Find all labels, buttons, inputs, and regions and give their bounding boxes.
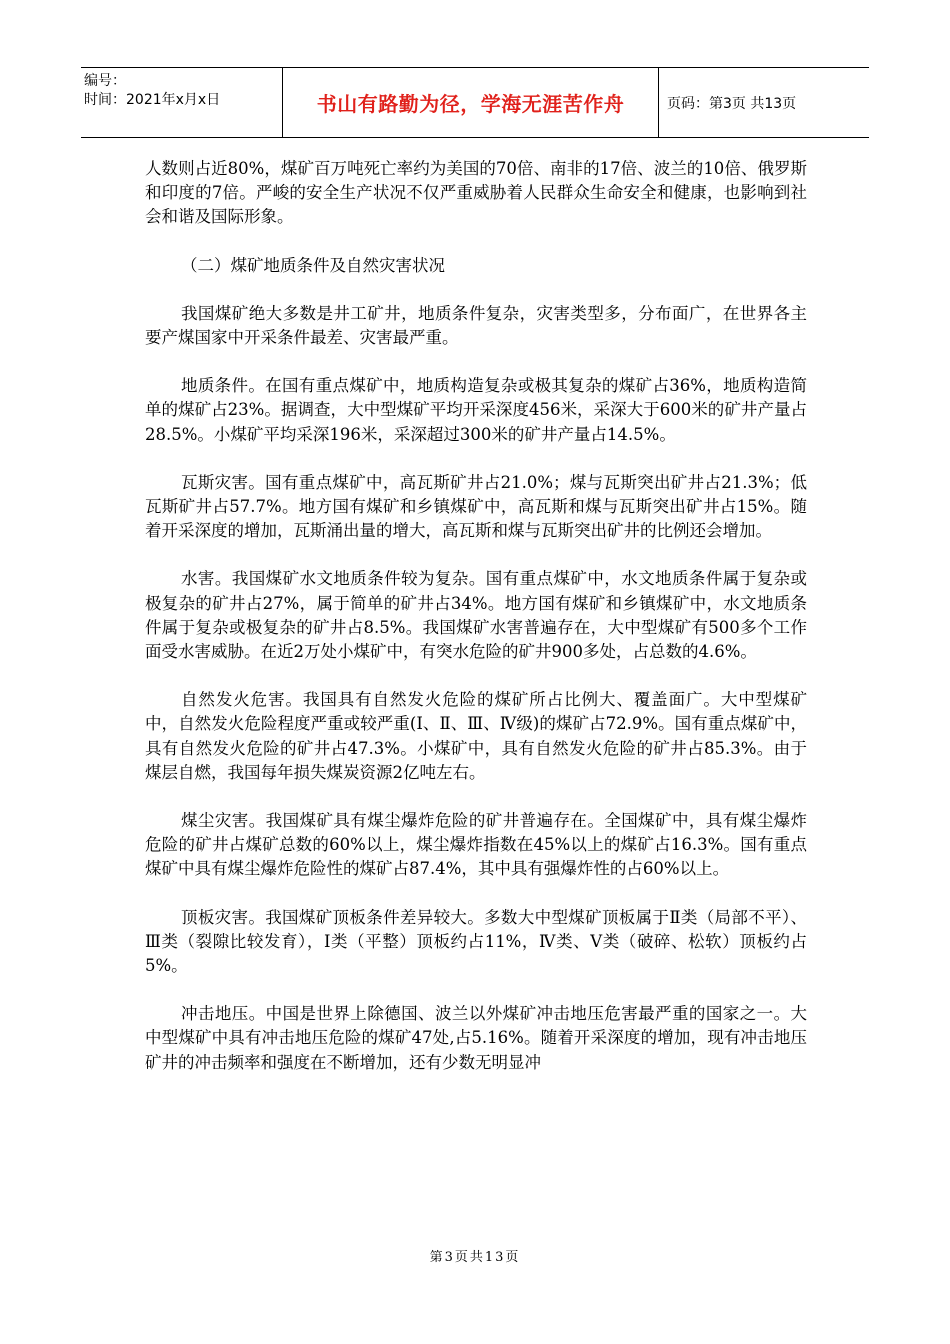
header-motto-cell xyxy=(283,68,659,137)
document-body xyxy=(145,157,807,1075)
document-number-label: 编号： xyxy=(84,73,126,89)
header-page-cell xyxy=(659,68,869,137)
paragraph-water-hazard: 水害。我国煤矿水文地质条件较为复杂。国有重点煤矿中，水文地质条件属于复杂或极复杂的矿井占27%，属于简单的矿井占34%。地方国有煤矿和乡镇煤矿中，水文地质条件属于复杂或极复杂的矿井占8.5%。我国煤矿水害普遍存在，大中型煤矿有500多个工作面受水害威胁。在近2万处小煤矿中，有突水危险的矿井900多处，占总数的4.6%。 xyxy=(145,569,807,662)
header-motto: 书山有路勤为径，学海无涯苦作舟 xyxy=(316,92,625,116)
header-page-number: 页码：第3页 共13页 xyxy=(667,95,797,112)
header-meta-cell xyxy=(81,68,283,137)
paragraph-coal-dust: 煤尘灾害。我国煤矿具有煤尘爆炸危险的矿井普遍存在。全国煤矿中，具有煤尘爆炸危险的矿井占煤矿总数的60%以上，煤尘爆炸指数在45%以上的煤矿占16.3%。国有重点煤矿中具有煤尘爆炸危险性的煤矿占87.4%，其中具有强爆炸性的占60%以上。 xyxy=(145,811,807,879)
document-date-label: 时间：2021年x月x日 xyxy=(84,92,221,108)
paragraph-gas-hazard: 瓦斯灾害。国有重点煤矿中，高瓦斯矿井占21.0%；煤与瓦斯突出矿井占21.3%；低瓦斯矿井占57.7%。地方国有煤矿和乡镇煤矿中，高瓦斯和煤与瓦斯突出矿井占15%。随着开采深度的增加，瓦斯涌出量的增大，高瓦斯和煤与瓦斯突出矿井的比例还会增加。 xyxy=(145,472,807,541)
paragraph-overview: 我国煤矿绝大多数是井工矿井，地质条件复杂，灾害类型多，分布面广，在世界各主要产煤国家中开采条件最差、灾害最严重。 xyxy=(145,303,807,348)
paragraph-rock-burst: 冲击地压。中国是世界上除德国、波兰以外煤矿冲击地压危害最严重的国家之一。大中型煤矿中具有冲击地压危险的煤矿47处,占5.16%。随着开采深度的增加，现有冲击地压矿井的冲击频率和强度在不断增加，还有少数无明显冲 xyxy=(145,1004,807,1072)
paragraph-spontaneous-combustion: 自然发火危害。我国具有自然发火危险的煤矿所占比例大、覆盖面广。大中型煤矿中，自然发火危险程度严重或较严重(Ⅰ、Ⅱ、Ⅲ、Ⅳ级)的煤矿占72.9%。国有重点煤矿中，具有自然发火危险的矿井占47.3%。小煤矿中，具有自然发火危险的矿井占85.3%。由于煤层自燃，我国每年损失煤炭资源2亿吨左右。 xyxy=(145,690,807,782)
paragraph-continuation: 人数则占近80%，煤矿百万吨死亡率约为美国的70倍、南非的17倍、波兰的10倍、俄罗斯和印度的7倍。严峻的安全生产状况不仅严重威胁着人民群众生命安全和健康，也影响到社会和谐及国际形象。 xyxy=(145,159,807,227)
section-heading: （二）煤矿地质条件及自然灾害状况 xyxy=(181,255,445,275)
paragraph-roof-hazard: 顶板灾害。我国煤矿顶板条件差异较大。多数大中型煤矿顶板属于Ⅱ类（局部不平）、Ⅲ类（裂隙比较发育），Ⅰ类（平整）顶板约占11%，Ⅳ类、Ⅴ类（破碎、松软）顶板约占5%。 xyxy=(145,907,807,976)
page-footer: 第3页共13页 xyxy=(429,1250,521,1265)
page-header xyxy=(81,67,869,138)
paragraph-geology: 地质条件。在国有重点煤矿中，地质构造复杂或极其复杂的煤矿占36%，地质构造简单的煤矿占23%。据调查，大中型煤矿平均开采深度456米，采深大于600米的矿井产量占28.5%。小煤矿平均采深196米，采深超过300米的矿井产量占14.5%。 xyxy=(145,376,807,444)
